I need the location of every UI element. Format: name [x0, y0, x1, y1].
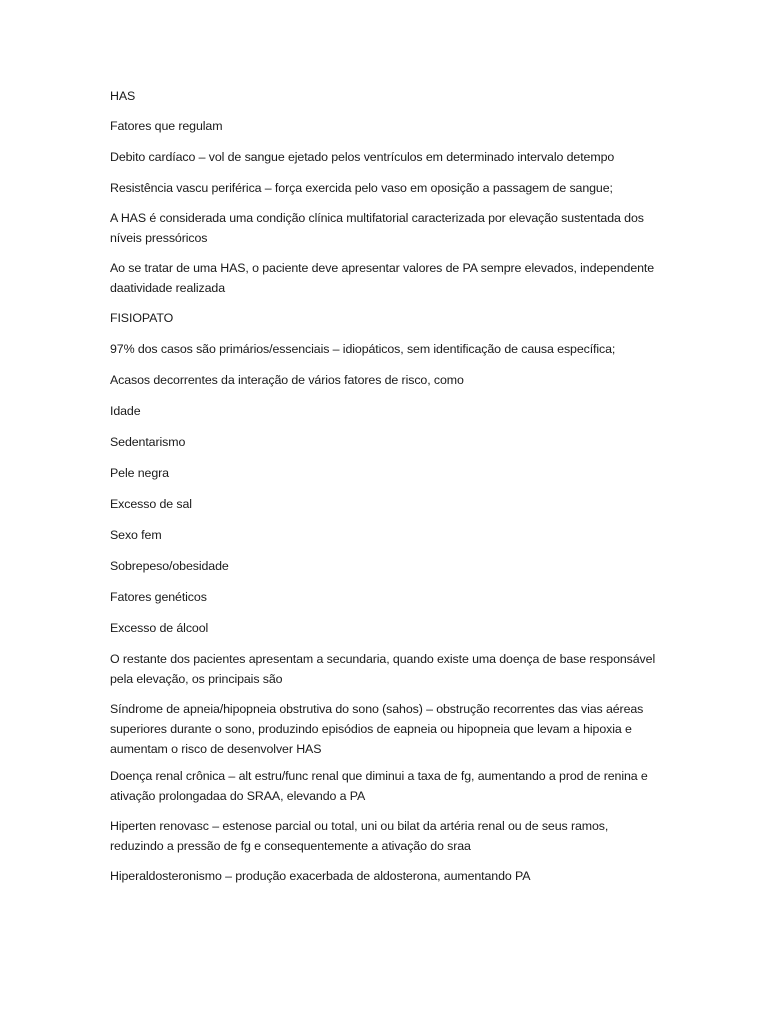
paragraph-renal: Doença renal crônica – alt estru/func renal que diminui a taxa de fg, aumentando a prod de renina e ativação prolongadaa do SRAA, elevando a PA — [110, 769, 648, 803]
list-item-sal: Excesso de sal — [110, 497, 192, 511]
paragraph-primarios: 97% dos casos são primários/essenciais – idiopáticos, sem identificação de causa específica; — [110, 342, 616, 356]
paragraph-aldosterona: Hiperaldosteronismo – produção exacerbada de aldosterona, aumentando PA — [110, 869, 531, 883]
list-item-alcool: Excesso de álcool — [110, 621, 209, 635]
heading-fisiopato: FISIOPATO — [110, 311, 174, 325]
paragraph-debito: Debito cardíaco – vol de sangue ejetado pelos ventrículos em determinado intervalo detempo — [110, 150, 615, 164]
list-item-sobrepeso: Sobrepeso/obesidade — [110, 559, 229, 573]
paragraph-secundaria: O restante dos pacientes apresentam a secundaria, quando existe uma doença de base responsável pela elevação, os principais são — [110, 652, 656, 686]
heading-has: HAS — [110, 89, 136, 103]
paragraph-renovasc: Hiperten renovasc – estenose parcial ou total, uni ou bilat da artéria renal ou de seus ramos, reduzindo a pressão de fg e consequentemente a ativação do sraa — [110, 819, 609, 853]
paragraph-valores-pa: Ao se tratar de uma HAS, o paciente deve apresentar valores de PA sempre elevados, independente daatividade realizada — [110, 261, 655, 295]
list-item-sedentarismo: Sedentarismo — [110, 435, 186, 449]
paragraph-fatores: Fatores que regulam — [110, 119, 223, 133]
paragraph-resistencia: Resistência vascu periférica – força exercida pelo vaso em oposição a passagem de sangue; — [110, 181, 613, 195]
list-item-pele-negra: Pele negra — [110, 466, 169, 480]
list-item-geneticos: Fatores genéticos — [110, 590, 207, 604]
paragraph-acasos: Acasos decorrentes da interação de vários fatores de risco, como — [110, 373, 464, 387]
list-item-idade: Idade — [110, 404, 141, 418]
paragraph-sahos: Síndrome de apneia/hipopneia obstrutiva do sono (sahos) – obstrução recorrentes das vias aéreas superiores durante o sono, produzindo episódios de eapneia ou hipopneia que levam a hipoxia e aumentam o risco de desenvolver HAS — [110, 702, 644, 756]
list-item-sexo: Sexo fem — [110, 528, 162, 542]
paragraph-definicao: A HAS é considerada uma condição clínica multifatorial caracterizada por elevação sustentada dos níveis pressóricos — [110, 211, 644, 245]
